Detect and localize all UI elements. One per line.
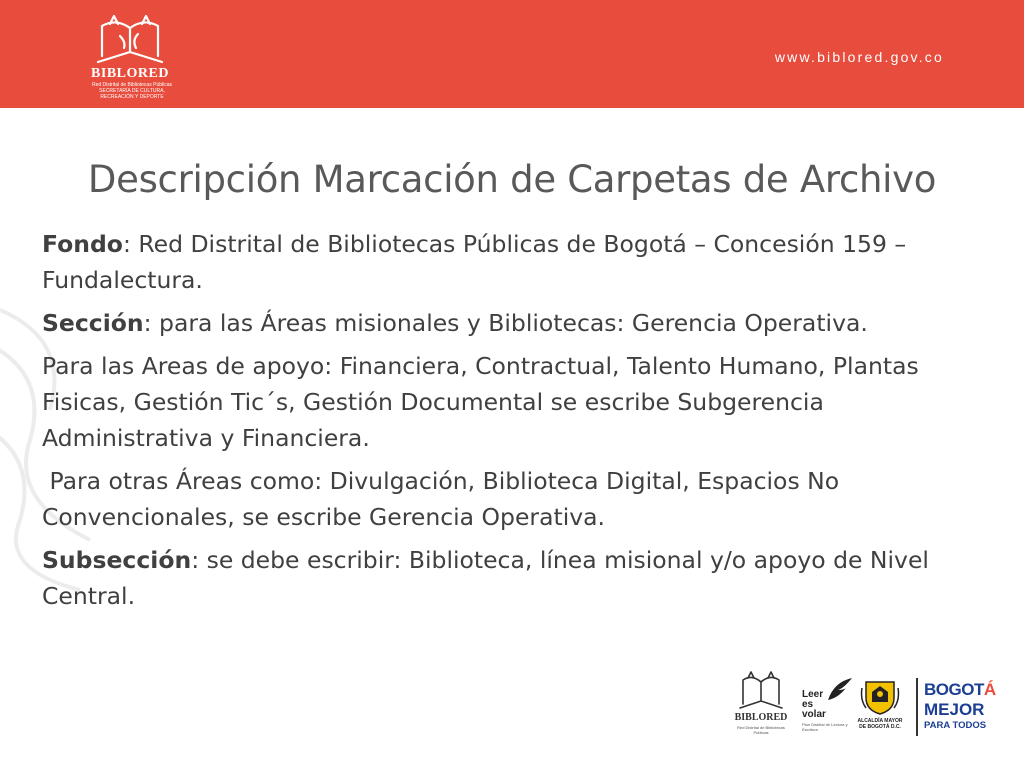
footer-alcaldia-logo [852,678,908,740]
header-bar [0,0,1024,108]
bogota-accent: Á [983,680,996,699]
text-subseccion: : se debe escribir: Biblioteca, línea misional y/o apoyo de Nivel Central. [42,546,929,610]
footer-logos [730,670,1000,742]
coat-of-arms-icon [860,678,900,716]
paragraph-areas-apoyo [42,348,992,456]
leer-line2: es [802,699,814,710]
brand-name: BIBLORED [91,66,169,81]
bogota-para-todos: PARA TODOS [924,720,987,731]
label-fondo: Fondo [42,230,123,258]
slide-title: Descripción Marcación de Carpetas de Archivo [87,158,937,201]
paragraph-otras-areas [42,463,992,535]
alcaldia-line2: DE BOGOTÁ D.C. [859,724,901,730]
leer-line3: volar [802,709,826,720]
paragraph-seccion [42,305,992,341]
footer-bogota-logo [924,680,1000,736]
text-areas-apoyo: Para las Areas de apoyo: Financiera, Contractual, Talento Humano, Plantas Fisicas, Gestión Tic´s, Gestión Documental se escribe Subgerencia Administrativa y Financiera. [42,352,919,452]
paragraph-subseccion [42,542,992,614]
leer-sub: Plan Distrital de Lectura y Escritura [802,722,848,732]
alcaldia-line1: ALCALDÍA MAYOR [857,718,903,724]
footer-biblored-word: BIBLORED [734,712,788,723]
bogota-prefix: BOGOT [924,680,984,699]
text-fondo: : Red Distrital de Bibliotecas Públicas de Bogotá – Concesión 159 – Fundalectura. [42,230,907,294]
footer-biblored-sub: Red Distrital de Bibliotecas Públicas [737,725,785,735]
text-otras-areas: Para otras Áreas como: Divulgación, Biblioteca Digital, Espacios No Convencionales, se escribe Gerencia Operativa. [42,467,847,531]
footer-leer-logo [802,676,858,736]
footer-book-icon [730,670,792,712]
label-subseccion: Subsección [42,546,192,574]
biblored-logo [80,12,180,98]
paragraph-fondo [42,226,992,298]
book-icon [80,12,180,68]
feather-icon [824,676,854,702]
label-seccion: Sección [42,309,144,337]
bogota-mejor: MEJOR [924,700,985,719]
website-url: www.biblored.gov.co [774,49,944,65]
footer-biblored-logo [730,670,792,740]
text-seccion: : para las Áreas misionales y Bibliotecas: Gerencia Operativa. [143,309,868,337]
footer-divider [916,678,918,736]
brand-subtitle: Red Distrital de Bibliotecas Públicas [91,82,173,88]
leer-line1: Leer [802,689,824,700]
slide-body [42,226,992,621]
brand-tagline: SECRETARÍA DE CULTURA, RECREACIÓN Y DEPORTE [99,88,165,100]
